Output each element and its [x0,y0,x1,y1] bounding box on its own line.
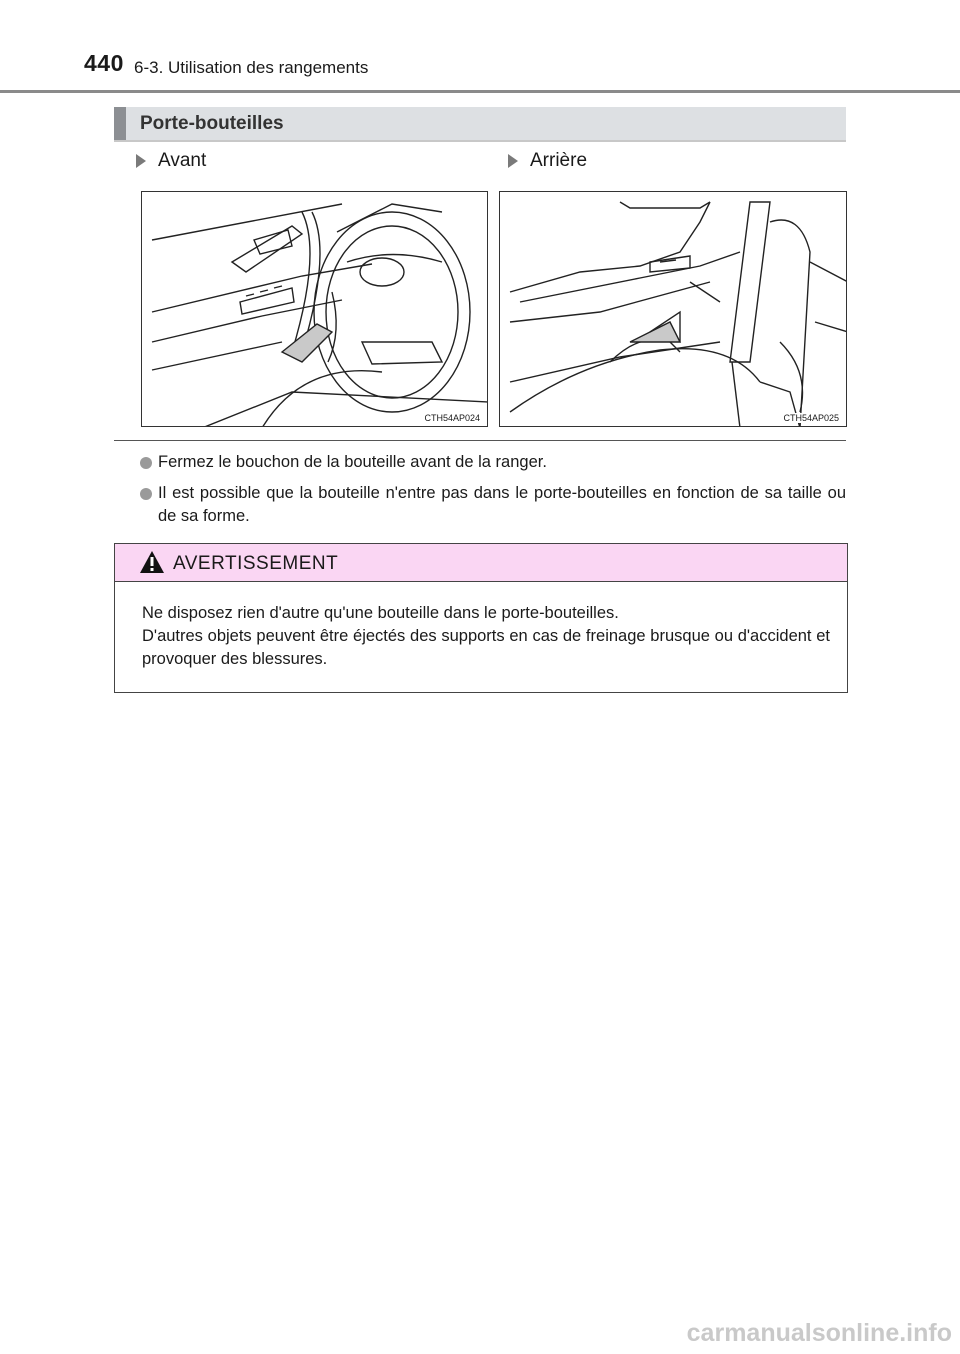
front-figure-label [136,150,206,172]
front-figure-code: CTH54AP024 [424,413,480,423]
warning-line: D'autres objets peuvent être éjectés des supports en cas de freinage brusque ou d'accident et provoquer des blessures. [142,627,830,668]
watermark: carmanualsonline.info [686,1319,952,1347]
front-door-illustration [141,191,488,427]
warning-title: AVERTISSEMENT [173,553,339,574]
warning-header [115,544,847,582]
warning-line: Ne disposez rien d'autre qu'une bouteille dans le porte-bouteilles. [142,604,619,622]
bullet-dot-icon [140,457,152,469]
section-title: Porte-bouteilles [140,113,284,134]
section-divider [114,140,846,142]
warning-box [114,543,848,693]
warning-triangle-icon [139,550,165,574]
triangle-bullet-icon [136,154,146,168]
header-divider [0,90,960,93]
list-item-text: Il est possible que la bouteille n'entre pas dans le porte-bouteilles en fonction de sa taille ou de sa forme. [158,484,846,525]
triangle-bullet-icon [508,154,518,168]
warning-body [142,602,830,671]
rear-figure-label [508,150,587,172]
rear-figure-code: CTH54AP025 [783,413,839,423]
figure-divider [114,440,846,441]
page-number: 440 [84,50,124,76]
list-item [140,482,846,528]
bullet-dot-icon [140,488,152,500]
section-header [114,107,846,140]
list-item [140,451,846,474]
chapter-title: 6-3. Utilisation des rangements [134,58,369,77]
front-label-text: Avant [158,150,207,171]
rear-door-illustration [499,191,847,427]
rear-label-text: Arrière [530,150,588,171]
list-item-text: Fermez le bouchon de la bouteille avant de la ranger. [158,453,547,471]
